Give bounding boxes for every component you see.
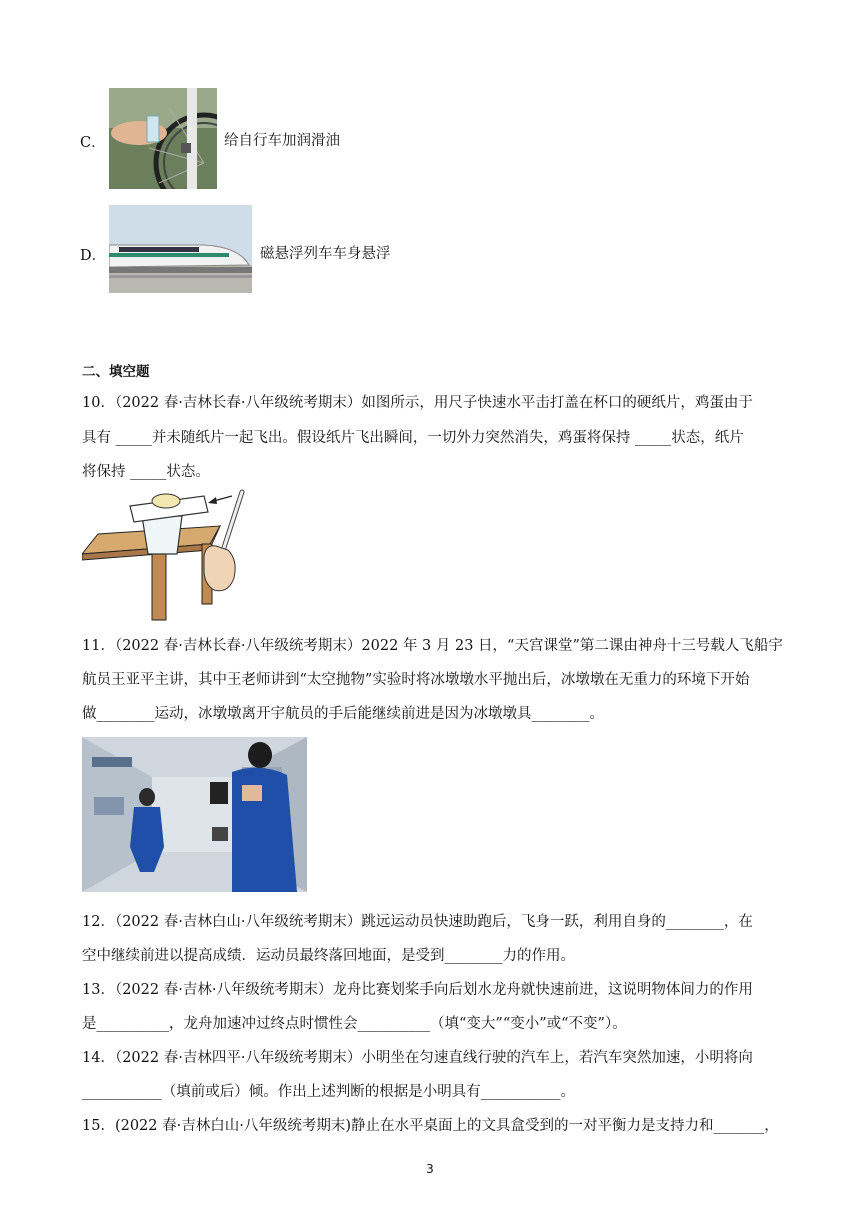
q13-line-1: 13．（2022 春·吉林·八年级统考期末）龙舟比赛划桨手向后划水龙舟就快速前进，这说明物体间力的作用 — [82, 982, 753, 998]
page-number: 3 — [426, 1162, 434, 1176]
maglev-train-photo — [109, 205, 252, 293]
q11-line-3: 做________运动，冰墩墩离开宇航员的手后能继续前进是因为冰墩墩具________。 — [82, 706, 604, 722]
section-title: 二、填空题 — [82, 364, 150, 380]
q10-line-2: 具有 _____并未随纸片一起飞出。假设纸片飞出瞬间，一切外力突然消失，鸡蛋将保持 _____状态，纸片 — [82, 430, 744, 446]
option-c-label: C． — [80, 135, 106, 151]
q14-line-2: ___________（填前或后）倾。作出上述判断的根据是小明具有___________。 — [82, 1084, 575, 1100]
q12-line-2: 空中继续前进以提高成绩．运动员最终落回地面，是受到________力的作用。 — [82, 948, 575, 964]
q13-line-2: 是__________，龙舟加速冲过终点时惯性会__________（填“变大”“变小”或“不变”）。 — [82, 1016, 627, 1032]
option-c-text: 给自行车加润滑油 — [224, 133, 340, 149]
option-d-text: 磁悬浮列车车身悬浮 — [260, 246, 391, 262]
option-d-label: D． — [80, 248, 107, 264]
q11-line-1: 11．（2022 春·吉林长春·八年级统考期末）2022 年 3 月 23 日，“天宫课堂”第二课由神舟十三号载人飞船宇 — [82, 638, 783, 654]
q14-line-1: 14．（2022 春·吉林四平·八年级统考期末）小明坐在匀速直线行驶的汽车上，若汽车突然加速，小明将向 — [82, 1050, 753, 1066]
q10-line-1: 10．（2022 春·吉林长春·八年级统考期末）如图所示，用尺子快速水平击打盖在杯口的硬纸片，鸡蛋由于 — [82, 395, 753, 411]
q15-line-1: 15．(2022 春·吉林白山·八年级统考期末)静止在水平桌面上的文具盒受到的一对平衡力是支持力和_______， — [82, 1118, 779, 1134]
bicycle-oiling-photo — [109, 88, 217, 189]
egg-cup-ruler-figure — [82, 486, 254, 624]
q12-line-1: 12．（2022 春·吉林白山·八年级统考期末）跳远运动员快速助跑后，飞身一跃，利用自身的________，在 — [82, 914, 753, 930]
q11-line-2: 航员王亚平主讲，其中王老师讲到“太空抛物”实验时将冰墩墩水平抛出后，冰墩墩在无重力的环境下开始 — [82, 672, 750, 688]
space-station-photo — [82, 737, 307, 892]
q10-line-3: 将保持 _____状态。 — [82, 464, 210, 480]
